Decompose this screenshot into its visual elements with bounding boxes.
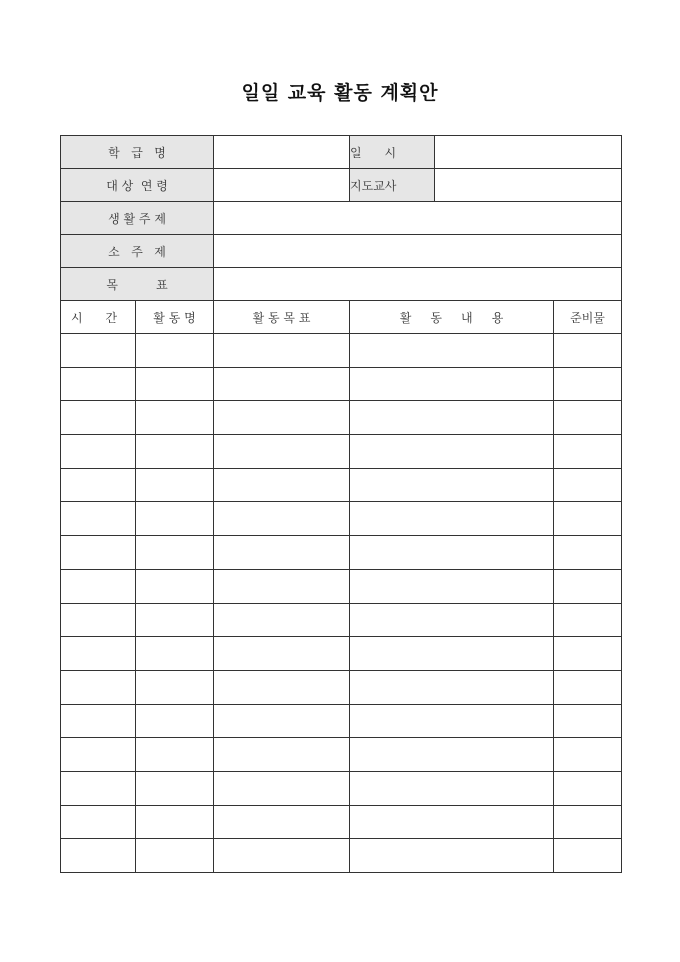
column-header-time: 시 간 <box>61 301 136 334</box>
table-row <box>61 704 622 738</box>
activity-content-cell[interactable] <box>350 367 554 401</box>
table-row <box>61 334 622 368</box>
activity-name-cell[interactable] <box>136 704 214 738</box>
activity-name-cell[interactable] <box>136 637 214 671</box>
time-cell[interactable] <box>61 704 136 738</box>
activity-name-cell[interactable] <box>136 502 214 536</box>
table-row <box>61 435 622 469</box>
table-row <box>61 502 622 536</box>
activity-name-cell[interactable] <box>136 569 214 603</box>
activity-content-cell[interactable] <box>350 502 554 536</box>
time-cell[interactable] <box>61 771 136 805</box>
time-cell[interactable] <box>61 738 136 772</box>
materials-cell[interactable] <box>554 839 622 873</box>
materials-cell[interactable] <box>554 704 622 738</box>
time-cell[interactable] <box>61 839 136 873</box>
materials-cell[interactable] <box>554 603 622 637</box>
life-theme-field[interactable] <box>214 202 622 235</box>
sub-theme-label: 소 주 제 <box>61 235 214 268</box>
activity-name-cell[interactable] <box>136 536 214 570</box>
activity-content-cell[interactable] <box>350 468 554 502</box>
info-row-class <box>61 136 622 169</box>
materials-cell[interactable] <box>554 569 622 603</box>
age-label: 대 상 연 령 <box>61 169 214 202</box>
table-row <box>61 771 622 805</box>
column-header-activity-goal: 활 동 목 표 <box>214 301 350 334</box>
class-name-field[interactable] <box>214 136 350 169</box>
materials-cell[interactable] <box>554 334 622 368</box>
date-field[interactable] <box>435 136 622 169</box>
materials-cell[interactable] <box>554 637 622 671</box>
time-cell[interactable] <box>61 468 136 502</box>
activity-name-cell[interactable] <box>136 670 214 704</box>
column-header-materials: 준비물 <box>554 301 622 334</box>
materials-cell[interactable] <box>554 502 622 536</box>
materials-cell[interactable] <box>554 401 622 435</box>
activity-name-cell[interactable] <box>136 334 214 368</box>
time-cell[interactable] <box>61 569 136 603</box>
activity-content-cell[interactable] <box>350 670 554 704</box>
age-field[interactable] <box>214 169 350 202</box>
teacher-field[interactable] <box>435 169 622 202</box>
time-cell[interactable] <box>61 670 136 704</box>
table-row <box>61 805 622 839</box>
time-cell[interactable] <box>61 637 136 671</box>
table-row <box>61 367 622 401</box>
activity-content-cell[interactable] <box>350 603 554 637</box>
activity-goal-cell[interactable] <box>214 401 350 435</box>
activity-name-cell[interactable] <box>136 468 214 502</box>
activity-goal-cell[interactable] <box>214 637 350 671</box>
info-row-life-theme <box>61 202 622 235</box>
date-label: 일 시 <box>350 136 435 169</box>
activity-name-cell[interactable] <box>136 738 214 772</box>
activity-goal-cell[interactable] <box>214 603 350 637</box>
time-cell[interactable] <box>61 502 136 536</box>
activity-goal-cell[interactable] <box>214 569 350 603</box>
time-cell[interactable] <box>61 603 136 637</box>
info-row-goal <box>61 268 622 301</box>
table-row <box>61 839 622 873</box>
activity-goal-cell[interactable] <box>214 468 350 502</box>
activity-content-cell[interactable] <box>350 771 554 805</box>
teacher-label: 지도교사 <box>350 169 435 202</box>
activity-goal-cell[interactable] <box>214 334 350 368</box>
time-cell[interactable] <box>61 805 136 839</box>
time-cell[interactable] <box>61 435 136 469</box>
column-header-activity-content: 활 동 내 용 <box>350 301 554 334</box>
class-name-label: 학 급 명 <box>61 136 214 169</box>
activity-goal-cell[interactable] <box>214 704 350 738</box>
materials-cell[interactable] <box>554 805 622 839</box>
materials-cell[interactable] <box>554 670 622 704</box>
table-row <box>61 670 622 704</box>
info-row-age <box>61 169 622 202</box>
time-cell[interactable] <box>61 536 136 570</box>
activity-content-cell[interactable] <box>350 839 554 873</box>
activity-content-cell[interactable] <box>350 738 554 772</box>
activity-name-cell[interactable] <box>136 805 214 839</box>
activity-goal-cell[interactable] <box>214 367 350 401</box>
activity-content-cell[interactable] <box>350 637 554 671</box>
goal-field[interactable] <box>214 268 622 301</box>
materials-cell[interactable] <box>554 771 622 805</box>
activity-content-cell[interactable] <box>350 805 554 839</box>
activity-content-cell[interactable] <box>350 536 554 570</box>
time-cell[interactable] <box>61 334 136 368</box>
activity-goal-cell[interactable] <box>214 536 350 570</box>
materials-cell[interactable] <box>554 468 622 502</box>
column-header-row <box>61 301 622 334</box>
activity-name-cell[interactable] <box>136 839 214 873</box>
page-title: 일일 교육 활동 계획안 <box>241 82 439 104</box>
materials-cell[interactable] <box>554 738 622 772</box>
table-row <box>61 603 622 637</box>
activity-name-cell[interactable] <box>136 771 214 805</box>
activity-content-cell[interactable] <box>350 569 554 603</box>
table-row <box>61 637 622 671</box>
time-cell[interactable] <box>61 367 136 401</box>
activity-goal-cell[interactable] <box>214 771 350 805</box>
activity-goal-cell[interactable] <box>214 435 350 469</box>
activity-name-cell[interactable] <box>136 367 214 401</box>
time-cell[interactable] <box>61 401 136 435</box>
materials-cell[interactable] <box>554 367 622 401</box>
table-row <box>61 569 622 603</box>
goal-label: 목 표 <box>61 268 214 301</box>
activity-content-cell[interactable] <box>350 704 554 738</box>
activity-name-cell[interactable] <box>136 401 214 435</box>
activity-content-cell[interactable] <box>350 401 554 435</box>
materials-cell[interactable] <box>554 536 622 570</box>
activity-content-cell[interactable] <box>350 435 554 469</box>
table-row <box>61 401 622 435</box>
activity-content-cell[interactable] <box>350 334 554 368</box>
activity-goal-cell[interactable] <box>214 805 350 839</box>
life-theme-label: 생 활 주 제 <box>61 202 214 235</box>
activity-goal-cell[interactable] <box>214 839 350 873</box>
column-header-activity-name: 활 동 명 <box>136 301 214 334</box>
table-row <box>61 468 622 502</box>
sub-theme-field[interactable] <box>214 235 622 268</box>
activity-plan-table <box>60 135 622 873</box>
activity-goal-cell[interactable] <box>214 670 350 704</box>
info-row-sub-theme <box>61 235 622 268</box>
activity-goal-cell[interactable] <box>214 738 350 772</box>
activity-name-cell[interactable] <box>136 435 214 469</box>
materials-cell[interactable] <box>554 435 622 469</box>
activity-name-cell[interactable] <box>136 603 214 637</box>
activity-goal-cell[interactable] <box>214 502 350 536</box>
table-row <box>61 738 622 772</box>
table-row <box>61 536 622 570</box>
